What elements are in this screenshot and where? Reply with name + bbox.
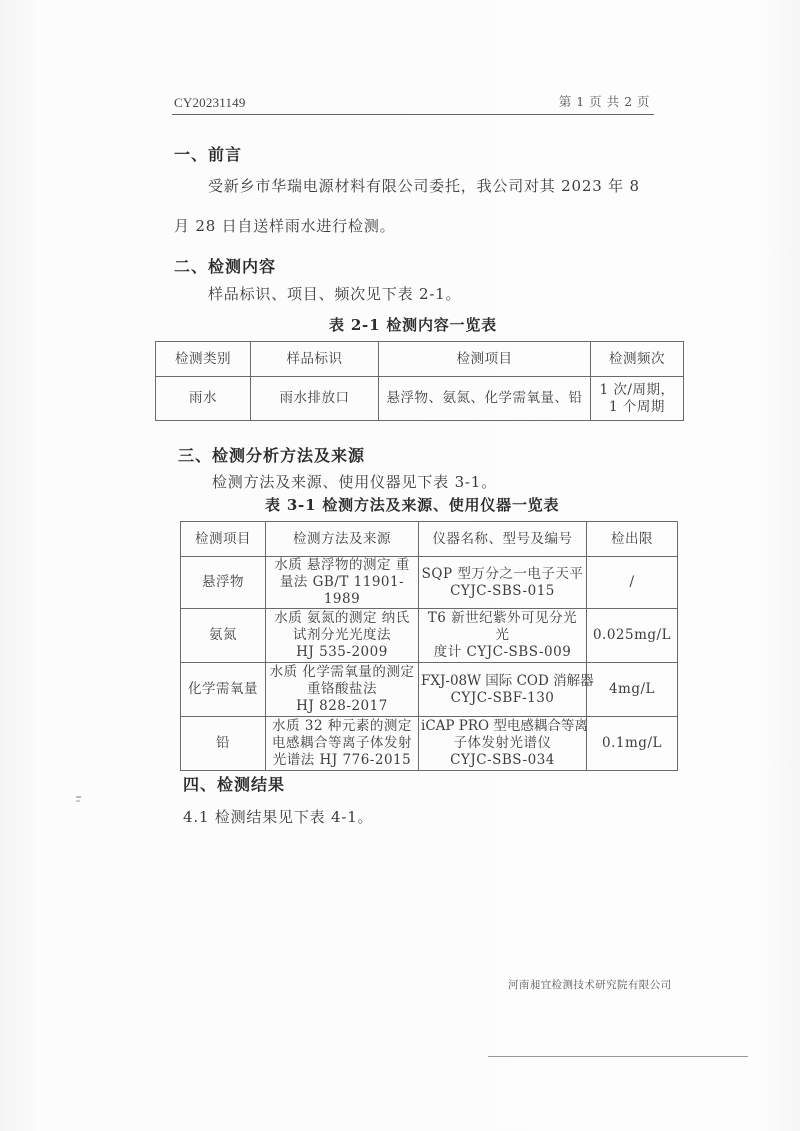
method-line: HJ 828-2017: [296, 698, 388, 714]
footer-company-name: 河南昶宜检测技术研究院有限公司: [508, 979, 672, 991]
method-line: 光谱法 HJ 776-2015: [272, 752, 412, 768]
header-cell: 样品标识: [251, 342, 379, 377]
table-3-1: [180, 521, 678, 771]
cell-item: 悬浮物: [181, 557, 266, 609]
cell-method: [266, 717, 419, 771]
cell-method: [266, 557, 419, 609]
instrument-line: CYJC-SBS-015: [450, 582, 555, 599]
method-line: 量法 GB/T 11901-1989: [279, 574, 405, 607]
header-cell: 检出限: [587, 522, 678, 557]
table-row: [181, 557, 678, 609]
preface-paragraph-line1: 受新乡市华瑞电源材料有限公司委托，我公司对其 2023 年 8: [208, 177, 640, 195]
section-heading-methods: 三、检测分析方法及来源: [178, 446, 366, 465]
method-line: 重铬酸盐法: [307, 681, 377, 697]
table-header-row: [181, 522, 678, 557]
table-row: [181, 609, 678, 663]
cell-sample-id: 雨水排放口: [251, 377, 379, 421]
section-heading-content: 二、检测内容: [174, 257, 277, 276]
margin-mark: [76, 796, 81, 798]
instrument-line: FXJ-08W 国际 COD 消解器: [421, 672, 594, 689]
instrument-line: CYJC-SBF-130: [450, 689, 555, 706]
cell-instrument: [419, 609, 587, 663]
cell-item: 化学需氧量: [181, 663, 266, 717]
method-line: 水质 32 种元素的测定: [272, 718, 412, 734]
cell-limit: /: [587, 557, 678, 609]
results-intro: 4.1 检测结果见下表 4-1。: [183, 808, 374, 826]
cell-instrument: [419, 717, 587, 771]
page-indicator: 第 1 页 共 2 页: [558, 94, 650, 109]
margin-mark: [76, 800, 80, 802]
method-line: HJ 535-2009: [296, 644, 388, 660]
instrument-line: T6 新世纪紫外可见分光光: [427, 610, 578, 643]
cell-instrument: [419, 557, 587, 609]
footer-divider: [488, 1056, 748, 1057]
cell-instrument: [419, 663, 594, 717]
cell-item: 氨氮: [181, 609, 266, 663]
instrument-line: 子体发射光谱仪: [453, 735, 552, 751]
cell-limit: 4mg/L: [587, 663, 678, 717]
cell-method: [266, 609, 419, 663]
method-line: 电感耦合等离子体发射: [272, 735, 412, 751]
header-cell: 仪器名称、型号及编号: [419, 522, 587, 557]
table-row: [156, 377, 684, 421]
instrument-line: iCAP PRO 型电感耦合等离: [421, 718, 588, 734]
table-3-1-caption: 表 3-1 检测方法及来源、使用仪器一览表: [265, 496, 560, 514]
method-line: 试剂分光光度法: [293, 627, 391, 643]
header-cell: 检测项目: [379, 342, 591, 377]
header-cell: 检测频次: [591, 342, 684, 377]
frequency-line1: 1 次/周期，: [599, 381, 675, 398]
cell-limit: 0.025mg/L: [587, 609, 678, 663]
method-line: 水质 悬浮物的测定 重: [274, 557, 410, 573]
method-line: 水质 化学需氧量的测定: [269, 664, 415, 680]
header-cell: 检测类别: [156, 342, 251, 377]
section-heading-results: 四、检测结果: [183, 775, 286, 794]
frequency-line2: 1 个周期: [609, 398, 665, 415]
table-2-1: [155, 341, 684, 421]
cell-item: 铅: [181, 717, 266, 771]
header-cell: 检测项目: [181, 522, 266, 557]
section-heading-preface: 一、前言: [174, 145, 243, 164]
instrument-line: 度计 CYJC-SBS-009: [433, 644, 572, 660]
cell-method: [266, 663, 419, 717]
page-header: [172, 92, 654, 115]
header-cell: 检测方法及来源: [266, 522, 419, 557]
table-row: [181, 663, 678, 717]
method-line: 水质 氨氮的测定 纳氏: [274, 610, 410, 626]
cell-items: 悬浮物、氨氮、化学需氧量、铅: [379, 377, 591, 421]
cell-frequency: [591, 377, 684, 421]
preface-paragraph-line2: 月 28 日自送样雨水进行检测。: [174, 217, 396, 235]
cell-category: 雨水: [156, 377, 251, 421]
table-2-1-caption: 表 2-1 检测内容一览表: [329, 316, 497, 334]
instrument-line: SQP 型万分之一电子天平: [421, 565, 584, 582]
content-intro: 样品标识、项目、频次见下表 2-1。: [208, 285, 462, 303]
cell-limit: 0.1mg/L: [587, 717, 678, 771]
table-header-row: [156, 342, 684, 377]
report-number: CY20231149: [174, 95, 246, 110]
methods-intro: 检测方法及来源、使用仪器见下表 3-1。: [212, 473, 497, 491]
instrument-line: CYJC-SBS-034: [450, 752, 555, 768]
table-row: [181, 717, 678, 771]
